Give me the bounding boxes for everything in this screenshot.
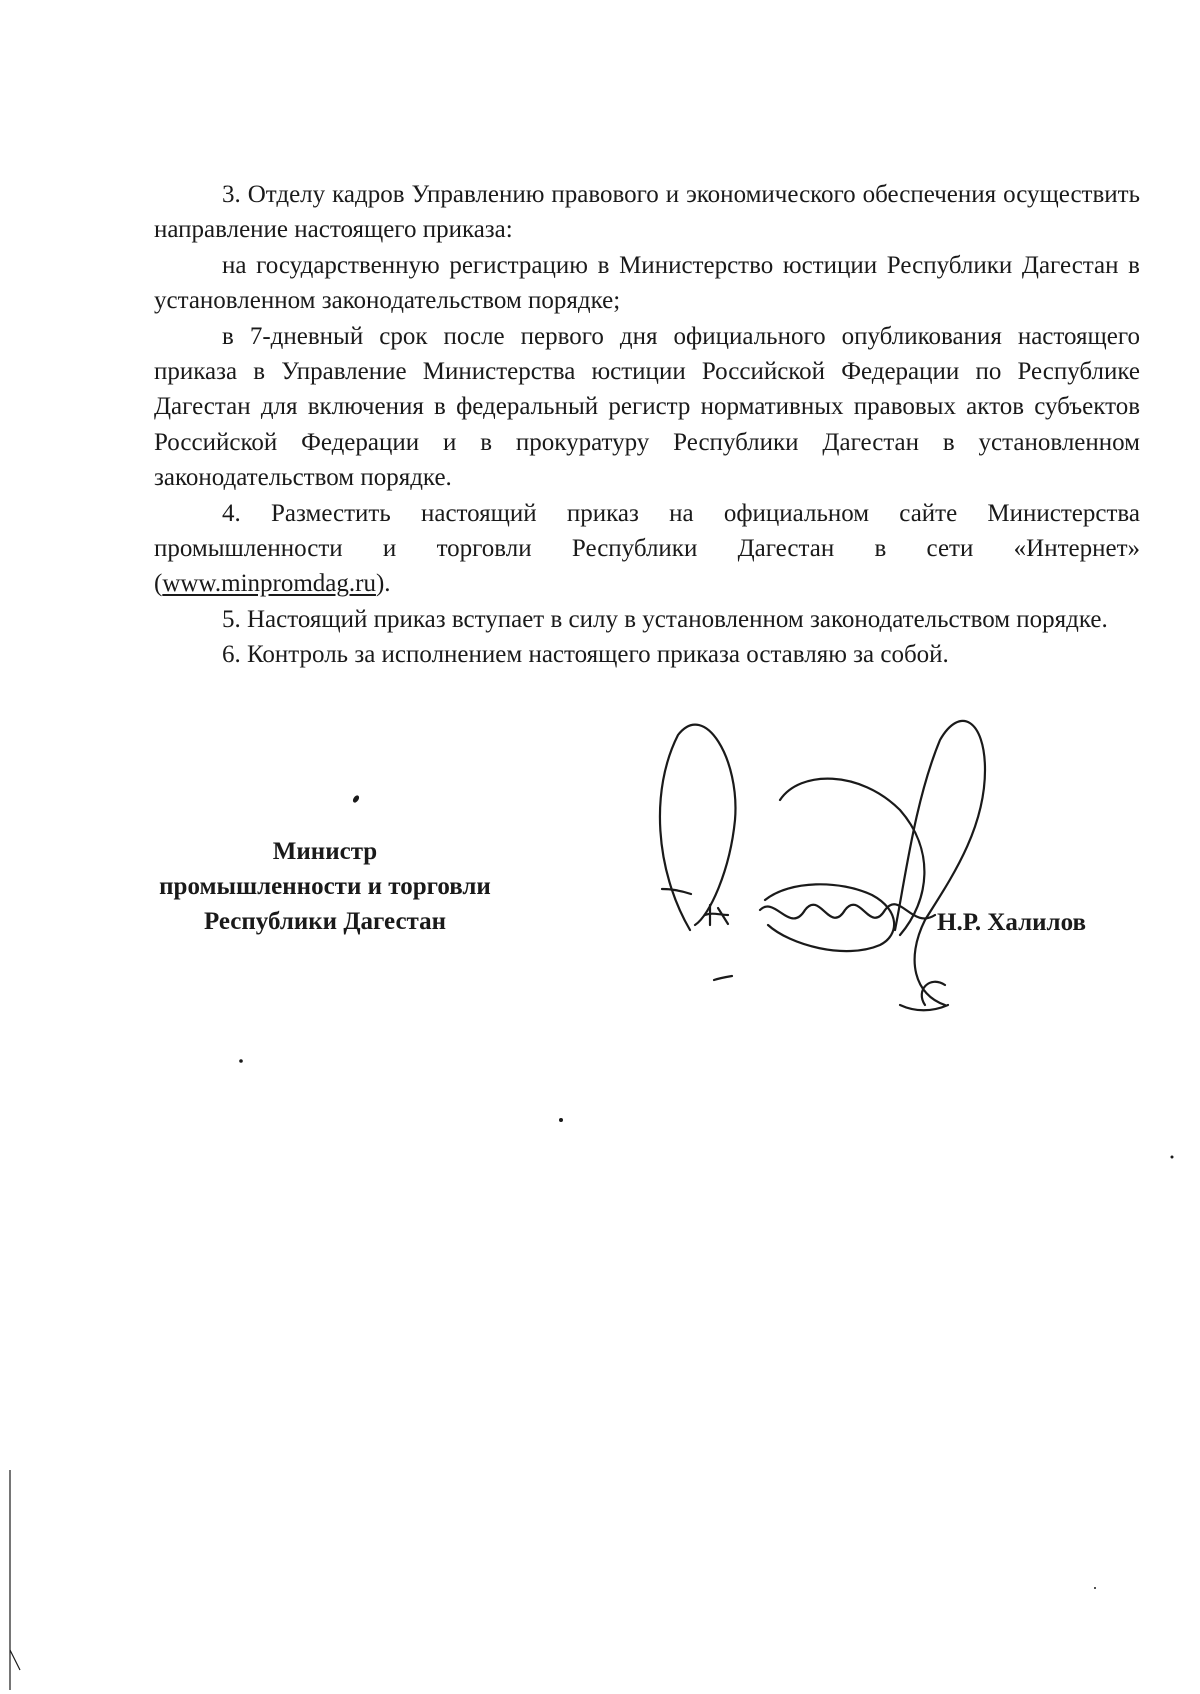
paragraph-5: 5. Настоящий приказ вступает в силу в установленном законодательством порядке. xyxy=(222,605,1108,633)
paragraph-3-item-2: в 7-дневный срок после первого дня официального опубликования настоящего приказа в Управление Министерства юстиции Российской Федерации по Республике Дагестан для включения в федеральный регистр нормативных правовых актов субъектов Российской Федерации и в прокуратуру Республики Дагестан в установленном законодательством порядке. xyxy=(154,322,1140,492)
paragraph-4 xyxy=(154,496,1140,602)
signatory-title-line-3: Республики Дагестан xyxy=(203,908,447,935)
paragraph-6: 6. Контроль за исполнением настоящего приказа оставляю за собой. xyxy=(222,641,949,669)
signer-name: Н.Р. Халилов xyxy=(937,909,1086,936)
website-link[interactable]: www.minpromdag.ru xyxy=(162,570,376,598)
paragraph-4-text: 4. Разместить настоящий приказ на официальном сайте Министерства промышленности и торговли Республики Дагестан в сети «Интернет» ( xyxy=(154,499,1140,598)
signatory-title xyxy=(140,834,510,939)
signatory-title-line-2: промышленности и торговли xyxy=(159,873,491,900)
paragraph-4-tail: ). xyxy=(375,570,391,598)
paragraph-3: 3. Отделу кадров Управлению правового и экономического обеспечения осуществить направление настоящего приказа: xyxy=(154,181,1140,244)
paragraph-3-item-1: на государственную регистрацию в Министерство юстиции Республики Дагестан в установленном законодательством порядке; xyxy=(154,251,1140,315)
order-body xyxy=(154,177,1140,673)
signatory-title-line-1: Министр xyxy=(272,838,378,865)
